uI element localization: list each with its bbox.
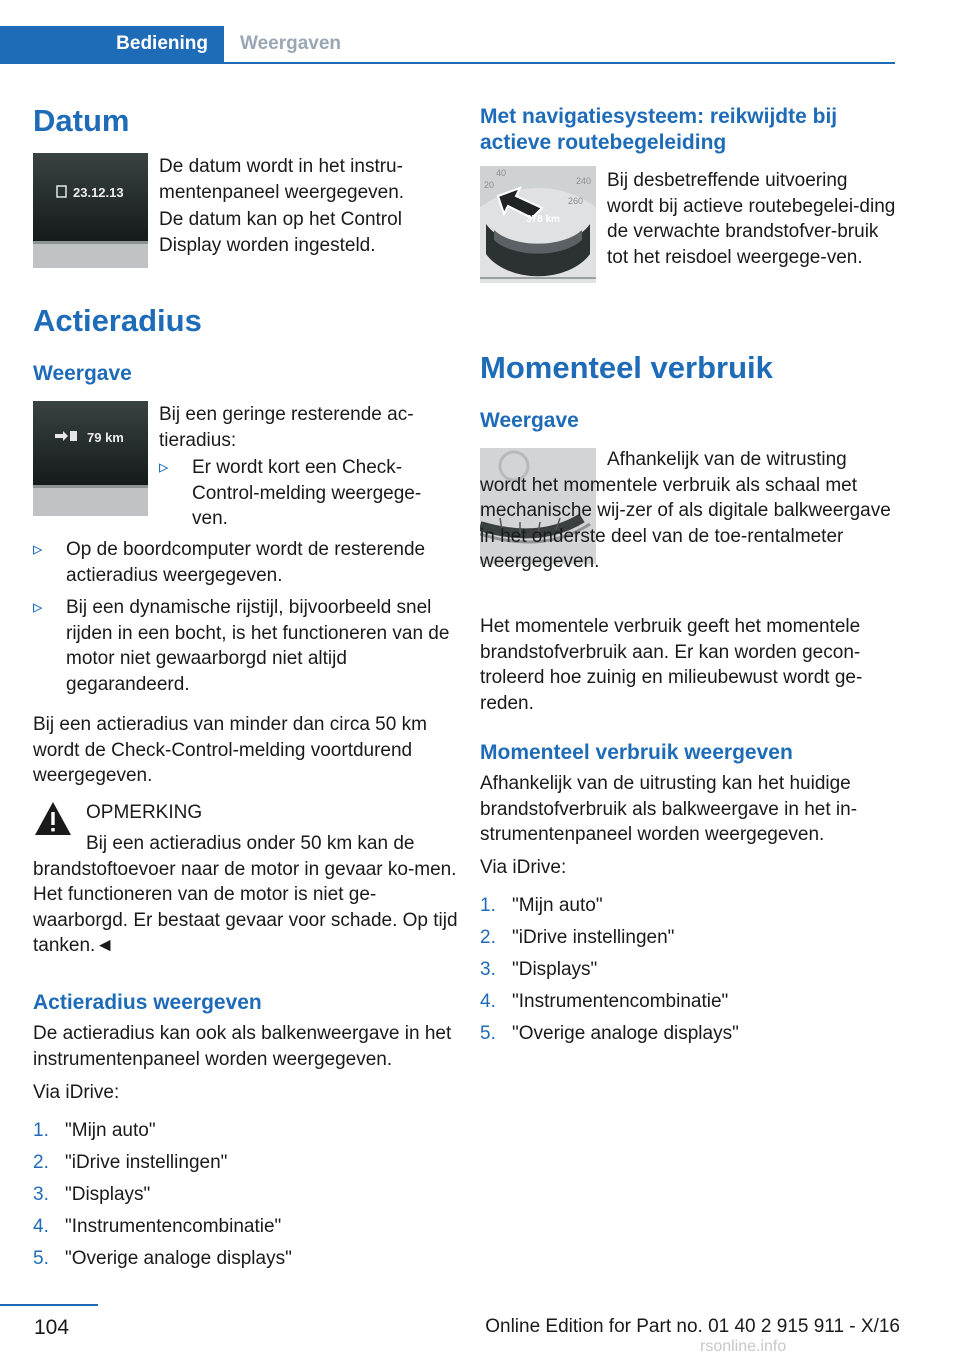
subheading-weergave-verbruik: Weergave [480,409,579,432]
actieradius-bullet-list [33,537,451,704]
list-item: ▹ Bij een dynamische rijstijl, bijvoorbeeld snel rijden in een bocht, is het functioneren van de motor niet gewaarborgd niet altijd gegarandeerd. [33,597,450,695]
heading-momenteel-verbruik-weergeven: Momenteel verbruik weergeven [480,741,793,764]
actieradius-paragraph-2: Bij een actieradius van minder dan circa 50 km wordt de Check-Control-melding voortdurend weergegeven. [33,714,427,786]
actieradius-steps [33,1118,433,1278]
verbruik-weergeven-paragraph: Afhankelijk van de uitrusting kan het huidige brandstofverbruik als balkweergave in het in‐strumentenpaneel worden weergegeven. [480,773,858,845]
subheading-weergave: Weergave [33,362,132,385]
actieradius-weergeven-paragraph: De actieradius kan ook als balkenweergave in het instrumentenpaneel worden weergegeven. [33,1023,452,1070]
footer-rule [0,1304,98,1306]
nav-paragraph: Bij desbetreffende uitvoering wordt bij actieve routebegelei‐ding de verwachte brandstofver‐bruik tot het reisdoel weergege‐ven. [607,170,896,268]
note-title: OPMERKING [86,802,203,823]
bullet-triangle-icon: ▹ [33,597,43,618]
nav-gauge-image [480,166,596,283]
list-item: 5. "Overige analoge displays" [33,1248,292,1269]
range-readout: 79 km [87,430,124,445]
date-display-image [33,153,148,268]
note-text: Bij een actieradius onder 50 km kan de brandstoftoevoer naar de motor in gevaar ko‐men. Het functioneren van de motor is niet ge‐waarborgd. Er bestaat gevaar voor schade. Op tijd tanken.◄ [33,833,458,956]
list-item: ▹ Er wordt kort een Check-Control-melding weergege‐ven. [159,457,422,529]
list-item: 5. "Overige analoge displays" [480,1023,739,1044]
via-idrive-label: Via iDrive: [33,1082,120,1103]
page-number: 104 [34,1316,70,1339]
heading-datum: Datum [33,103,130,138]
datum-paragraph-2: De datum kan op het Control Display worden ingesteld. [159,209,402,256]
verbruik-paragraph-2: Het momentele verbruik geeft het momentele brandstofverbruik aan. Er kan worden gecon‐troleerd hoe zuinig en milieubewust wordt ge‐reden. [480,616,863,714]
edition-info: Online Edition for Part no. 01 40 2 915 911 - X/16 [485,1316,900,1337]
svg-text:378 km: 378 km [526,214,560,225]
verbruik-paragraph-1: Afhankelijk van de witrusting wordt het momentele verbruik als schaal met mechanische wij‐zer of als digitale balkweergave in het onderste deel van de toe‐rentalmeter weergegeven. [480,449,891,572]
list-item: 2. "iDrive instellingen" [480,927,675,948]
verbruik-steps [480,893,880,1053]
list-item: 4. "Instrumentencombinatie" [480,991,729,1012]
list-item: ▹ Op de boordcomputer wordt de resterende actieradius weergegeven. [33,539,426,586]
heading-momenteel-verbruik: Momenteel verbruik [480,350,773,385]
heading-navigatie-reikwijdte: Met navigatiesysteem: reikwijdte bij actieve routebegeleiding [480,105,838,154]
actieradius-bullet-list-indented [159,455,451,539]
list-item: 2. "iDrive instellingen" [33,1152,228,1173]
list-item: 3. "Displays" [33,1184,151,1205]
tab-bediening[interactable]: Bediening [0,26,224,62]
svg-text:40: 40 [496,168,507,178]
watermark: rsonline.info [700,1338,787,1355]
bullet-triangle-icon: ▹ [33,539,43,560]
via-idrive-label-right: Via iDrive: [480,857,567,878]
svg-text:400: 400 [530,227,544,236]
date-readout: 23.12.13 [73,185,124,200]
list-item: 3. "Displays" [480,959,598,980]
bullet-triangle-icon: ▹ [159,457,169,478]
heading-actieradius-weergeven: Actieradius weergeven [33,991,262,1014]
svg-text:240: 240 [576,176,592,186]
list-item: 1. "Mijn auto" [33,1120,156,1141]
svg-text:20: 20 [484,180,495,190]
list-item: 1. "Mijn auto" [480,895,603,916]
actieradius-intro: Bij een geringe resterende ac‐tieradius: [159,404,414,451]
heading-actieradius: Actieradius [33,303,202,338]
list-item: 4. "Instrumentencombinatie" [33,1216,282,1237]
range-display-image [33,401,148,516]
datum-paragraph-1: De datum wordt in het instru‐mentenpaneel weergegeven. [159,156,405,203]
svg-text:260: 260 [568,196,584,206]
tab-weergaven[interactable]: Weergaven [240,33,342,54]
